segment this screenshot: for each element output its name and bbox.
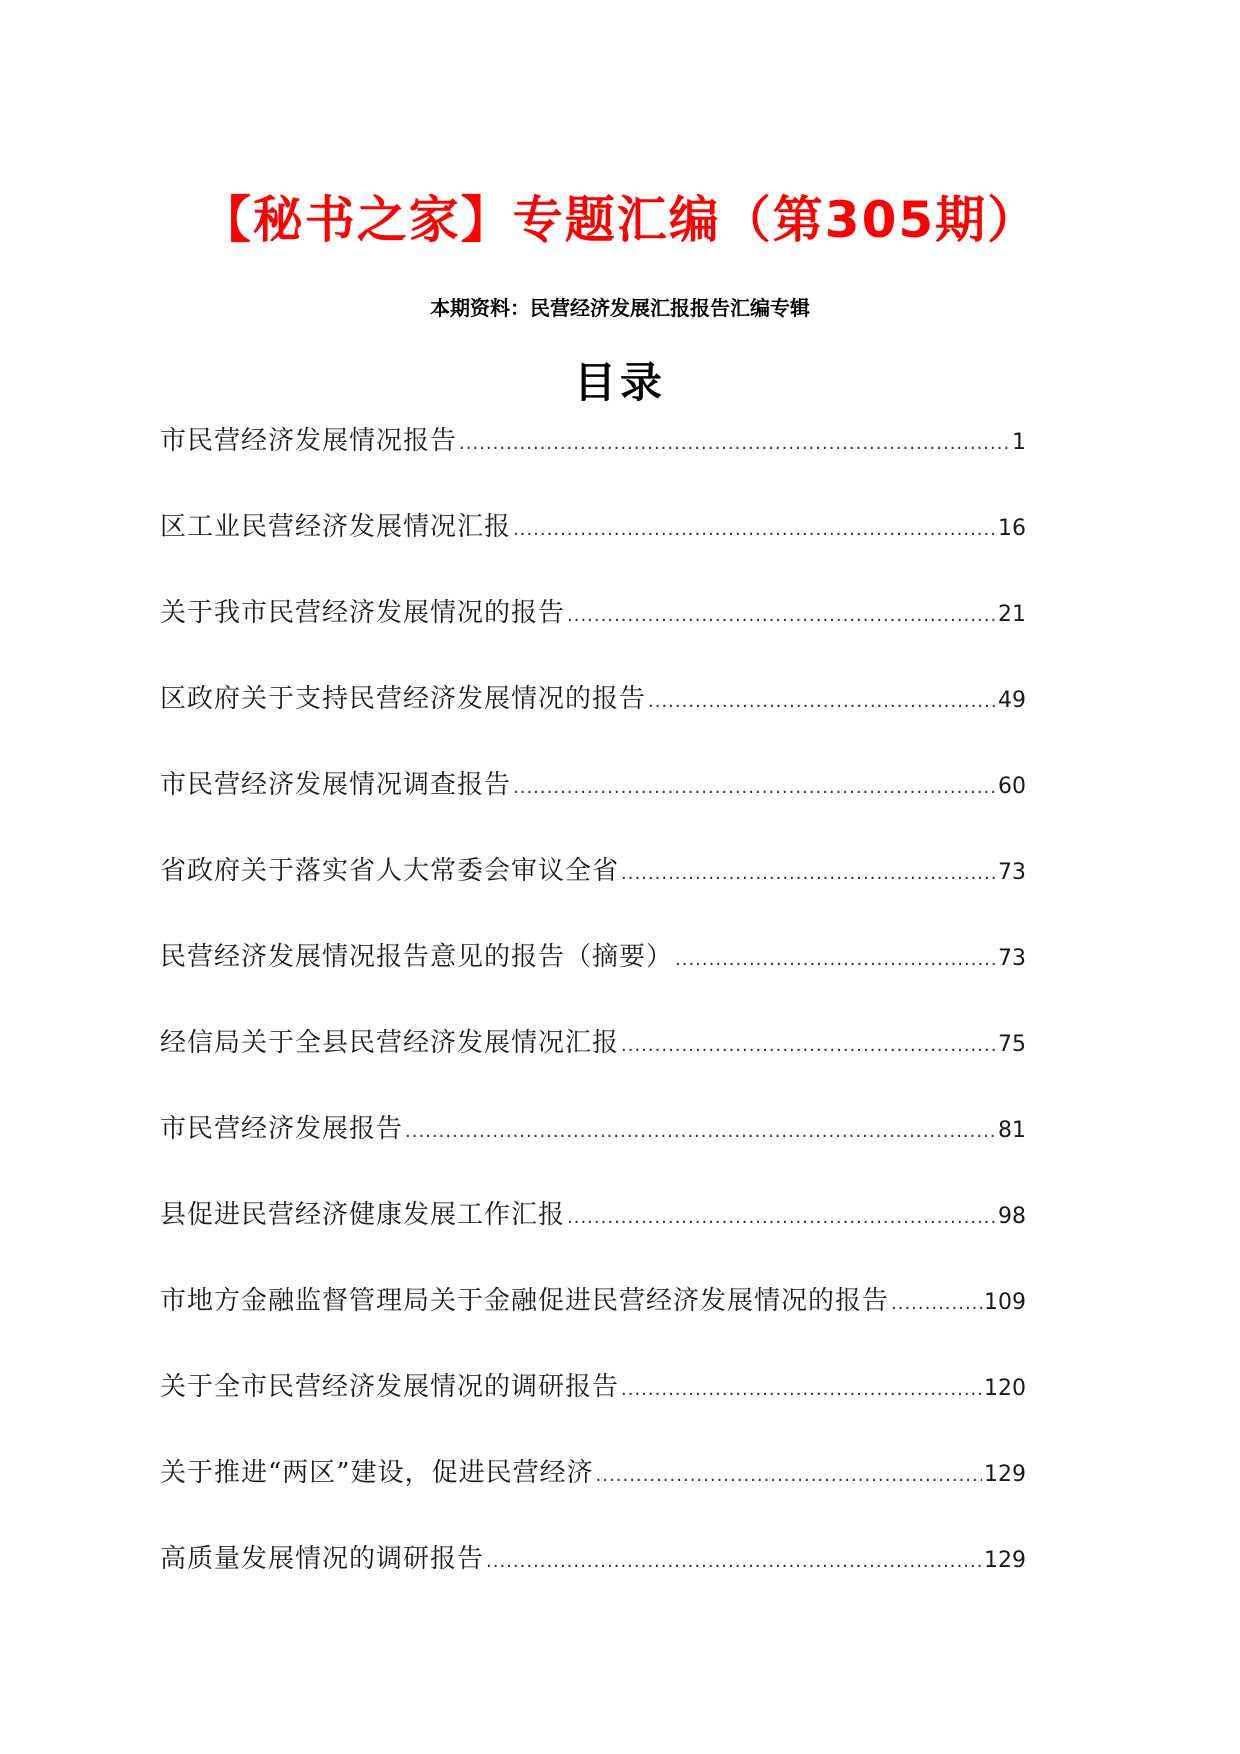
toc-entry-title: 省政府关于落实省人大常委会审议全省 — [160, 856, 620, 886]
toc-entry-page: 81 — [998, 1118, 1026, 1143]
toc-entry[interactable] — [160, 506, 1026, 592]
toc-entry-title: 区工业民营经济发展情况汇报 — [160, 512, 512, 542]
toc-entry-page: 1 — [1012, 430, 1026, 455]
toc-entry-page: 129 — [984, 1462, 1026, 1487]
toc-leader-dots — [567, 605, 996, 626]
toc-entry-title: 关于全市民营经济发展情况的调研报告 — [160, 1372, 620, 1402]
toc-entry[interactable] — [160, 420, 1026, 506]
toc-leader-dots — [596, 1465, 982, 1486]
document-subtitle: 本期资料：民营经济发展汇报报告汇编专辑 — [430, 296, 810, 320]
toc-entry-title: 市民营经济发展情况报告 — [160, 426, 458, 456]
toc-leader-dots — [567, 1207, 996, 1228]
toc-entry-page: 73 — [998, 946, 1026, 971]
toc-leader-dots — [459, 433, 1010, 454]
toc-entry[interactable] — [160, 764, 1026, 850]
toc-entry[interactable] — [160, 1452, 1026, 1538]
toc-entry-title: 经信局关于全县民营经济发展情况汇报 — [160, 1028, 620, 1058]
toc-entry[interactable] — [160, 1366, 1026, 1452]
toc-entry[interactable] — [160, 678, 1026, 764]
toc-entry[interactable] — [160, 850, 1026, 936]
toc-heading: 目录 — [573, 358, 666, 407]
toc-entry-title: 市民营经济发展情况调查报告 — [160, 770, 512, 800]
toc-entry-page: 16 — [998, 516, 1026, 541]
toc-entry[interactable] — [160, 1280, 1026, 1366]
toc-leader-dots — [621, 863, 996, 884]
toc-entry-page: 120 — [984, 1376, 1026, 1401]
toc-entry-page: 73 — [998, 860, 1026, 885]
toc-entry[interactable] — [160, 1194, 1026, 1280]
toc-entry[interactable] — [160, 592, 1026, 678]
document-title: 【秘书之家】专题汇编（第305期） — [200, 191, 1040, 249]
toc-entry[interactable] — [160, 936, 1026, 1022]
toc-entry-title: 市地方金融监督管理局关于金融促进民营经济发展情况的报告 — [160, 1286, 890, 1316]
toc-entry-page: 21 — [998, 602, 1026, 627]
toc-entry-title: 市民营经济发展报告 — [160, 1114, 404, 1144]
toc-entry-title: 高质量发展情况的调研报告 — [160, 1544, 485, 1574]
toc-leader-dots — [513, 777, 996, 798]
toc-leader-dots — [405, 1121, 996, 1142]
toc-entry[interactable] — [160, 1022, 1026, 1108]
toc-entry-page: 49 — [998, 688, 1026, 713]
toc-entry-title: 关于我市民营经济发展情况的报告 — [160, 598, 566, 628]
toc-leader-dots — [513, 519, 996, 540]
toc-leader-dots — [486, 1551, 982, 1572]
toc-entry-page: 129 — [984, 1548, 1026, 1573]
toc-leader-dots — [891, 1293, 982, 1314]
toc-entry-page: 109 — [984, 1290, 1026, 1315]
toc-leader-dots — [648, 691, 996, 712]
toc-entry-page: 75 — [998, 1032, 1026, 1057]
table-of-contents — [160, 420, 1026, 1624]
toc-entry-page: 60 — [998, 774, 1026, 799]
toc-entry-title: 区政府关于支持民营经济发展情况的报告 — [160, 684, 647, 714]
toc-entry[interactable] — [160, 1538, 1026, 1624]
toc-leader-dots — [675, 949, 996, 970]
toc-entry[interactable] — [160, 1108, 1026, 1194]
toc-entry-page: 98 — [998, 1204, 1026, 1229]
toc-leader-dots — [621, 1379, 982, 1400]
toc-entry-title: 县促进民营经济健康发展工作汇报 — [160, 1200, 566, 1230]
toc-leader-dots — [621, 1035, 996, 1056]
toc-entry-title: 民营经济发展情况报告意见的报告（摘要） — [160, 942, 674, 972]
toc-entry-title: 关于推进“两区”建设，促进民营经济 — [160, 1458, 594, 1488]
